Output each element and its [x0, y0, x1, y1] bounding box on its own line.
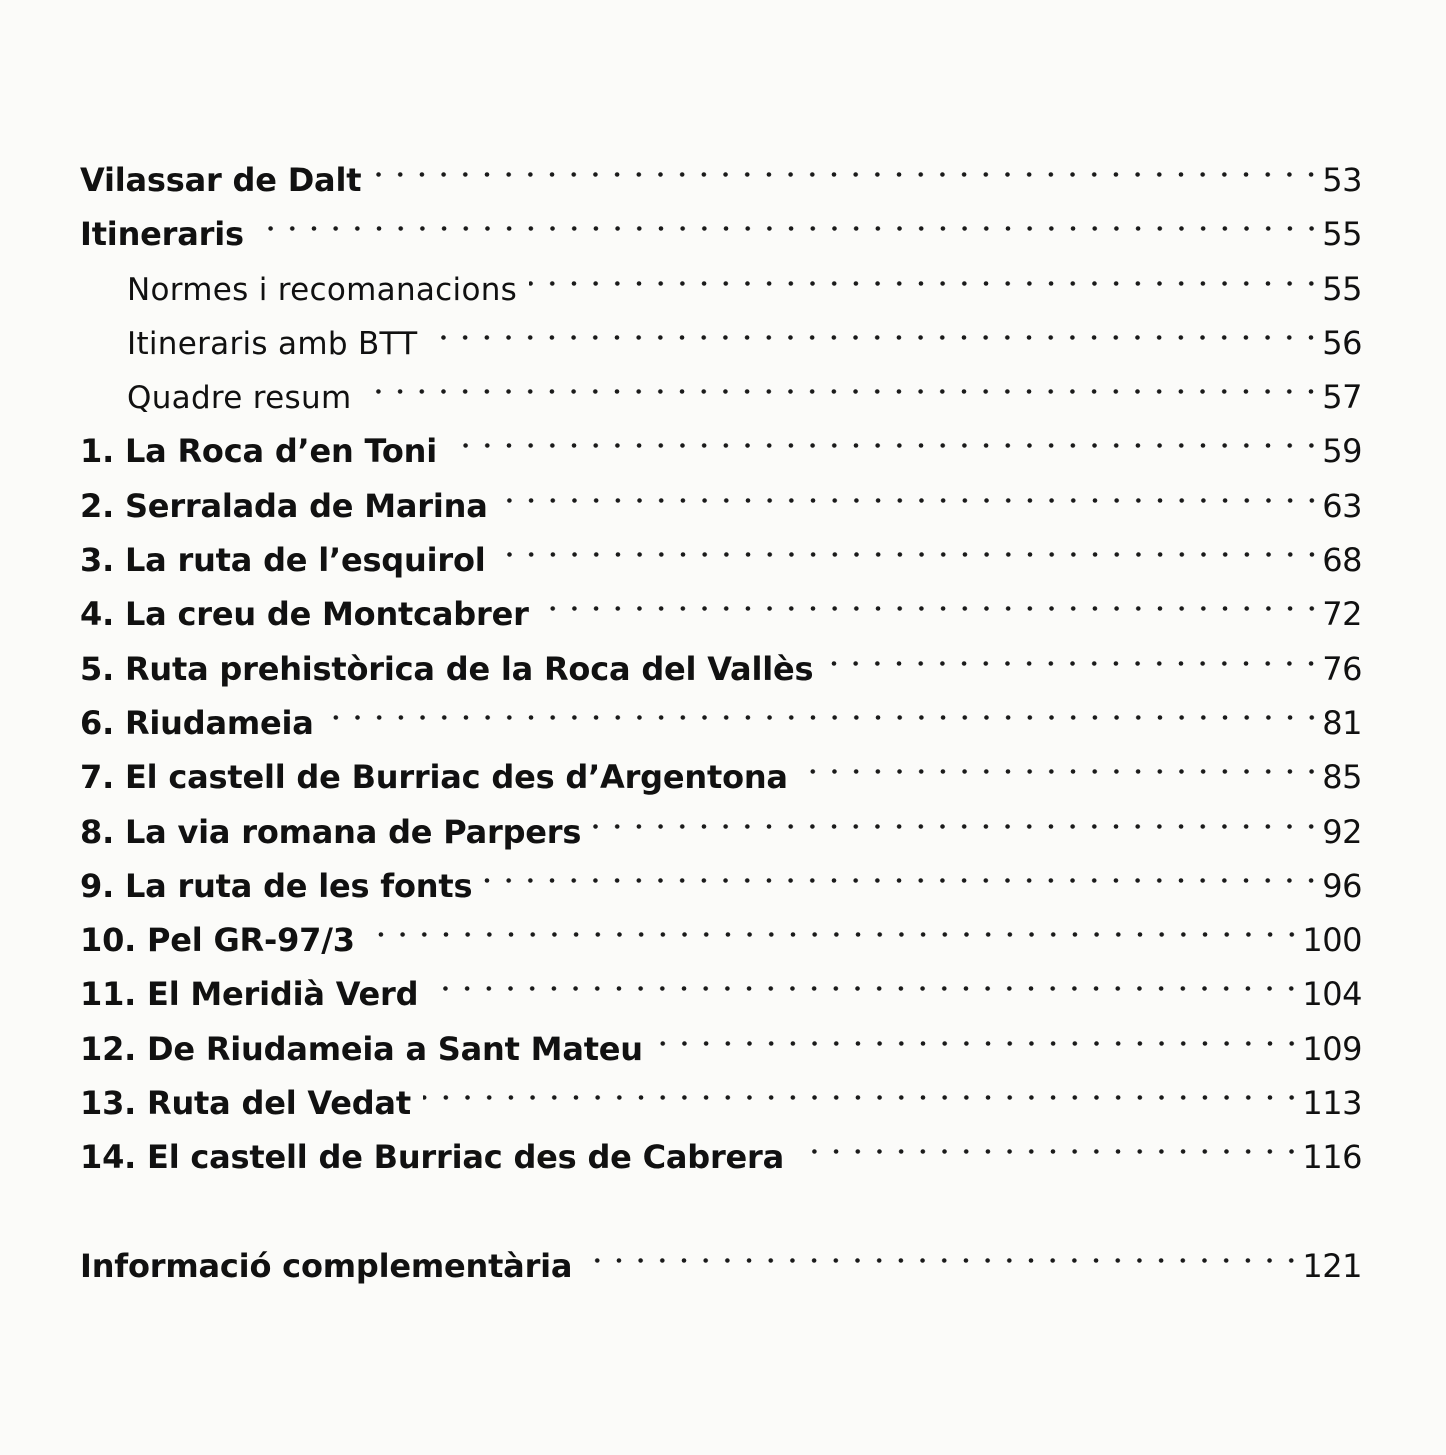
dot-leader: [447, 408, 1322, 462]
dot-leader: [371, 137, 1322, 191]
toc-entry-page: 121: [1302, 1246, 1362, 1285]
toc-entry-page: 85: [1322, 758, 1362, 797]
toc-entry-vilassar-de-dalt: [80, 137, 1362, 199]
toc-entry-title: 13. Ruta del Vedat: [80, 1084, 411, 1123]
toc-entry-page: 96: [1322, 866, 1362, 905]
toc-entry-title: Quadre resum: [127, 380, 352, 417]
toc-entry-page: 55: [1322, 215, 1362, 254]
dot-leader: [365, 897, 1303, 951]
toc-entry-page: 81: [1322, 703, 1362, 742]
toc-entry-title: 3. La ruta de l’esquirol: [80, 541, 486, 580]
dot-leader: [428, 951, 1302, 1005]
toc-entry-title: Itineraris amb BTT: [127, 325, 418, 362]
dot-leader: [496, 517, 1323, 571]
toc-entry-page: 56: [1322, 323, 1362, 362]
toc-entry-itineraris: [80, 191, 1362, 254]
dot-leader: [591, 789, 1322, 843]
dot-leader: [823, 626, 1322, 680]
dot-leader: [498, 463, 1323, 517]
dot-leader: [527, 246, 1322, 300]
dot-leader: [254, 191, 1322, 245]
toc-entry-title: 8. La via romana de Parpers: [80, 812, 582, 851]
dot-leader: [653, 1006, 1303, 1060]
toc-entry-title: 10. Pel GR-97/3: [80, 921, 355, 960]
toc-entry-title: Itineraris: [80, 215, 244, 254]
toc-entry-page: 53: [1322, 161, 1362, 199]
toc-entry-title: Normes i recomanacions: [127, 271, 518, 308]
toc-entry-title: 11. El Meridià Verd: [80, 975, 419, 1014]
dot-leader: [582, 1223, 1302, 1277]
toc-entry-title: 6. Riudameia: [80, 703, 314, 742]
toc-entry-page: 104: [1302, 975, 1362, 1014]
dot-leader: [421, 1060, 1303, 1114]
toc-entry-page: 72: [1322, 595, 1362, 634]
toc-entry-title: 2. Serralada de Marina: [80, 486, 488, 525]
dot-leader: [794, 1114, 1302, 1168]
toc-entry-page: 116: [1302, 1138, 1362, 1177]
toc-entry-title: 5. Ruta prehistòrica de la Roca del Vallès: [80, 649, 814, 688]
dot-leader: [361, 354, 1322, 408]
toc-entry-title: 7. El castell de Burriac des d’Argentona: [80, 758, 788, 797]
toc-entry-page: 68: [1322, 541, 1362, 580]
dot-leader: [324, 680, 1323, 734]
dot-leader: [539, 571, 1323, 625]
toc-entry-page: 57: [1322, 378, 1362, 417]
toc-entry-title: 14. El castell de Burriac des de Cabrera: [80, 1138, 785, 1177]
toc-subentry-normes: [80, 246, 1362, 308]
toc-entry-page: 63: [1322, 486, 1362, 525]
toc-entry-page: 113: [1302, 1084, 1362, 1123]
toc-entry-title: 9. La ruta de les fonts: [80, 866, 473, 905]
toc-entry-title: 12. De Riudameia a Sant Mateu: [80, 1029, 643, 1068]
dot-leader: [798, 734, 1322, 788]
toc-entry-page: 92: [1322, 812, 1362, 851]
toc-entry-page: 109: [1302, 1029, 1362, 1068]
toc-entry-title: Informació complementària: [80, 1246, 573, 1285]
toc-entry-title: 4. La creu de Montcabrer: [80, 595, 529, 634]
dot-leader: [427, 300, 1322, 354]
dot-leader: [482, 843, 1322, 897]
toc-entry-page: 55: [1322, 269, 1362, 308]
toc-entry-page: 100: [1302, 921, 1362, 960]
toc-entry-informacio-complementaria: [80, 1223, 1362, 1285]
toc-entry-page: 76: [1322, 649, 1362, 688]
toc-entry-page: 59: [1322, 432, 1362, 471]
toc-entry-title: 1. La Roca d’en Toni: [80, 432, 438, 471]
toc-entry-title: Vilassar de Dalt: [80, 161, 362, 199]
table-of-contents: [80, 137, 1362, 1285]
